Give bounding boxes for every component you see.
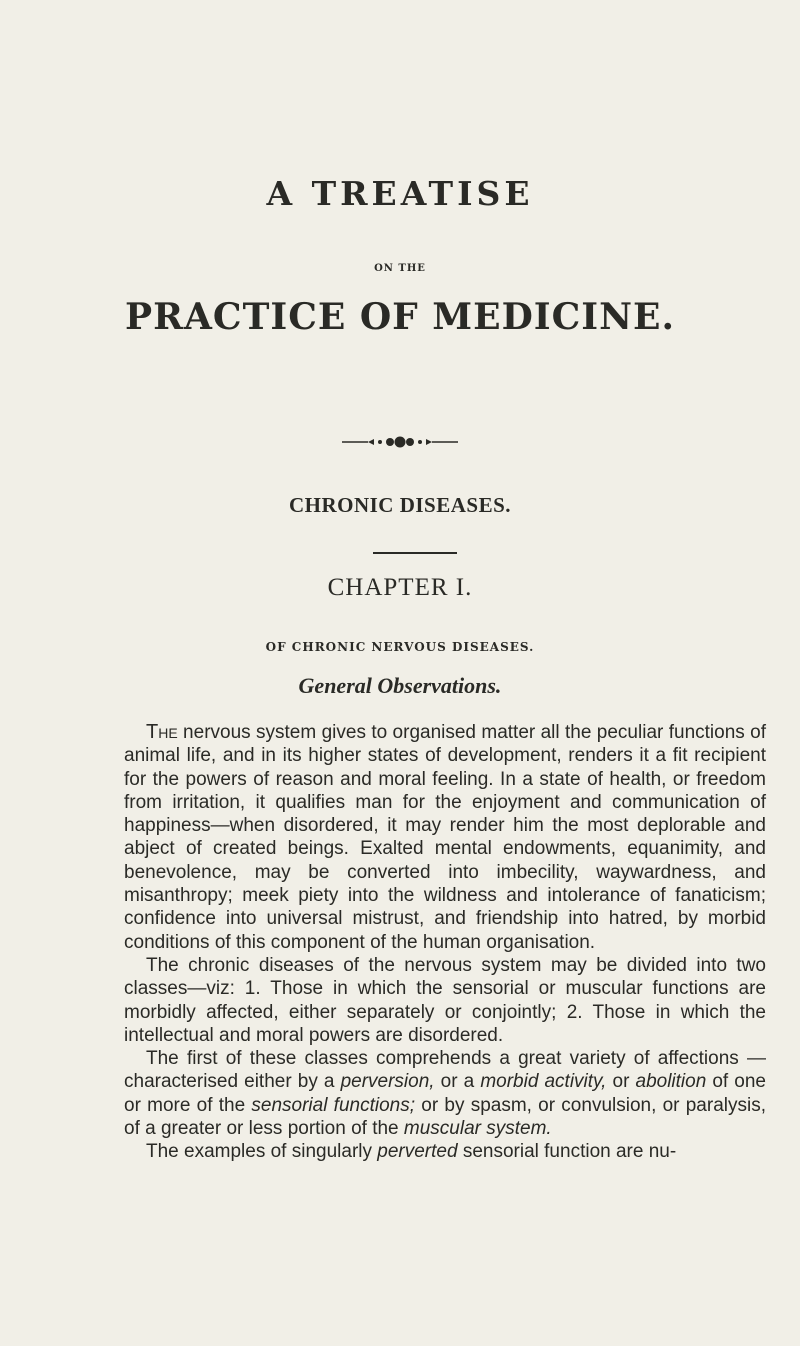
paragraph-4 (124, 1140, 766, 1163)
term-sensorial-functions: sensorial functions; (251, 1094, 416, 1116)
term-perverted: perverted (377, 1141, 458, 1163)
paragraph-1 (124, 721, 766, 954)
body-text (124, 721, 766, 1164)
section-divider (373, 552, 457, 554)
term-muscular-system: muscular system. (403, 1118, 552, 1140)
chapter-heading: General Observations. (298, 673, 502, 698)
term-morbid-activity: morbid activity, (480, 1071, 607, 1093)
paragraph-3-text-a: The first of these classes comprehends a great variety of affections —characterised either by a (124, 1048, 766, 1093)
paragraph-3-text-b: or a (434, 1071, 481, 1093)
paragraph-1-text: nervous system gives to organised matter all the peculiar functions of animal life, and in its higher states of development, renders it a fit recipient for the powers of reason and moral feeling. In a state of health, or freedom from irritation, it qualifies man for the enjoyment and communication of happiness—when disordered, it may render him the most deplorable and abject of created beings. Exalted mental endowments, equanimity, and benevolence, may be converted into imbecility, waywardness, and misanthropy; meek piety into the wildness and intolerance of fanaticism; confidence into universal mistrust, and friendship into hatred, by morbid conditions of this component of the human organisation. (124, 722, 766, 953)
paragraph-lead-word: The (146, 721, 178, 743)
section-title: CHRONIC DISEASES. (288, 493, 512, 517)
dotted-ornament-icon (340, 432, 460, 452)
term-abolition: abolition (635, 1071, 707, 1093)
on-the-label: ON THE (374, 263, 426, 274)
paragraph-3-text-c: or (606, 1071, 636, 1093)
paragraph-2: The chronic diseases of the nervous system may be divided into two classes—viz: 1. Those in which the sensorial or muscular functions are morbidly affected, either separately or conjointly; 2. Those in which the intellectual and moral powers are disordered. (124, 954, 766, 1046)
paragraph-4-text-b: sensorial function are nu- (457, 1141, 677, 1163)
ornament-svg (340, 432, 460, 452)
treatise-title: A TREATISE (266, 174, 534, 213)
book-subtitle: PRACTICE OF MEDICINE. (125, 296, 675, 338)
term-perversion: perversion, (340, 1071, 435, 1093)
paragraph-3 (124, 1047, 766, 1140)
chapter-subtitle: OF CHRONIC NERVOUS DISEASES. (265, 640, 535, 654)
paragraph-3-text-e: or by spasm, or convulsion, or paralysis, of a greater or less portion of the (124, 1094, 766, 1140)
paragraph-3-text-d: of one or more of the (124, 1071, 767, 1116)
chapter-title: CHAPTER I. (327, 574, 473, 601)
paragraph-4-text-a: The examples of singularly (146, 1141, 378, 1163)
